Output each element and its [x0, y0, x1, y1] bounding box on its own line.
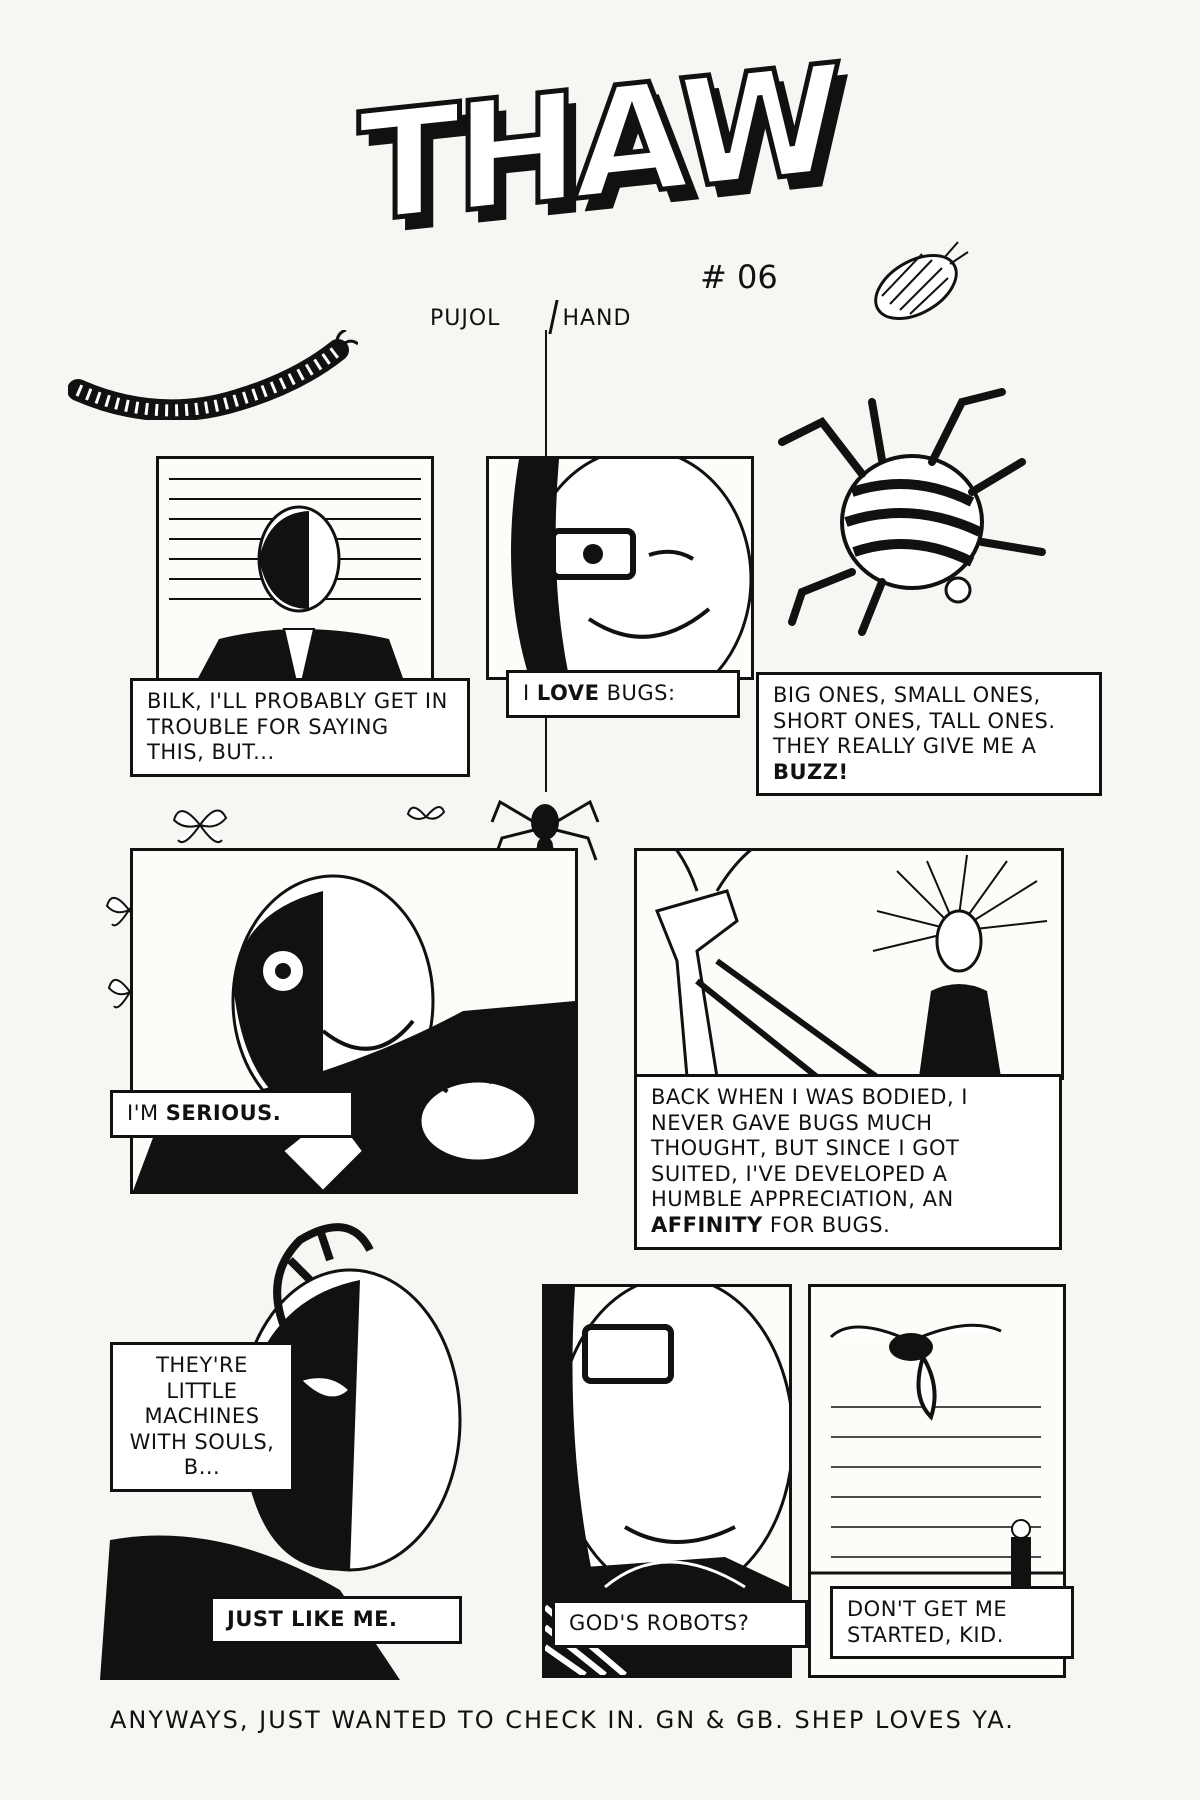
caption-panel-2-pre: I [523, 681, 530, 705]
tick-illustration [762, 382, 1052, 642]
panel-4 [130, 848, 578, 1194]
caption-panel-3-pre: BIG ONES, SMALL ONES, SHORT ONES, TALL ONES. THEY REALLY GIVE ME A [773, 683, 1056, 759]
caption-panel-5-post: FOR BUGS. [769, 1213, 891, 1238]
issue-number: # 06 [700, 258, 778, 296]
butterfly-icon [170, 800, 230, 850]
caption-panel-5-bold: AFFINITY [651, 1213, 763, 1238]
caption-panel-8: DON'T GET ME STARTED, KID. [830, 1586, 1074, 1659]
credits [430, 306, 631, 331]
pillbug-illustration [856, 232, 976, 332]
panel-4-art [133, 851, 575, 1191]
panel-2 [486, 456, 754, 680]
caption-panel-4 [110, 1090, 354, 1138]
credit-writer: PUJOL [430, 306, 501, 331]
panel-1 [156, 456, 434, 698]
caption-panel-4-bold: SERIOUS. [165, 1101, 282, 1125]
comic-title: THAW [358, 32, 837, 258]
caption-panel-6a: THEY'RE LITTLE MACHINES WITH SOULS, B... [110, 1342, 294, 1492]
caption-panel-2 [506, 670, 740, 718]
footer-text: ANYWAYS, JUST WANTED TO CHECK IN. GN & GB. SHEP LOVES YA. [110, 1706, 1015, 1734]
caption-panel-3 [756, 672, 1102, 796]
panel-1-art [159, 459, 431, 695]
caption-panel-4-pre: I'M [127, 1101, 159, 1125]
panel-5 [634, 848, 1064, 1080]
caption-panel-6b-bold: JUST LIKE ME. [227, 1607, 398, 1631]
panel-5-art [637, 851, 1061, 1077]
caption-panel-6b [210, 1596, 462, 1644]
credit-artist: HAND [562, 306, 632, 331]
caption-panel-3-bold: BUZZ! [773, 759, 849, 784]
centipede-illustration [68, 330, 358, 420]
spider-thread [545, 330, 547, 464]
caption-panel-7: GOD'S ROBOTS? [552, 1600, 808, 1648]
caption-panel-5-pre: BACK WHEN I WAS BODIED, I NEVER GAVE BUGS MUCH THOUGHT, BUT SINCE I GOT SUITED, I'VE DEVELOPED A HUMBLE APPRECIATION, AN [651, 1085, 968, 1212]
panel-2-art [489, 459, 751, 677]
caption-panel-1: BILK, I'LL PROBABLY GET IN TROUBLE FOR SAYING THIS, BUT... [130, 678, 470, 777]
caption-panel-5 [634, 1074, 1062, 1250]
caption-panel-2-bold: LOVE [536, 681, 600, 705]
butterfly-icon [406, 800, 446, 834]
caption-panel-2-post: BUGS: [606, 681, 676, 705]
